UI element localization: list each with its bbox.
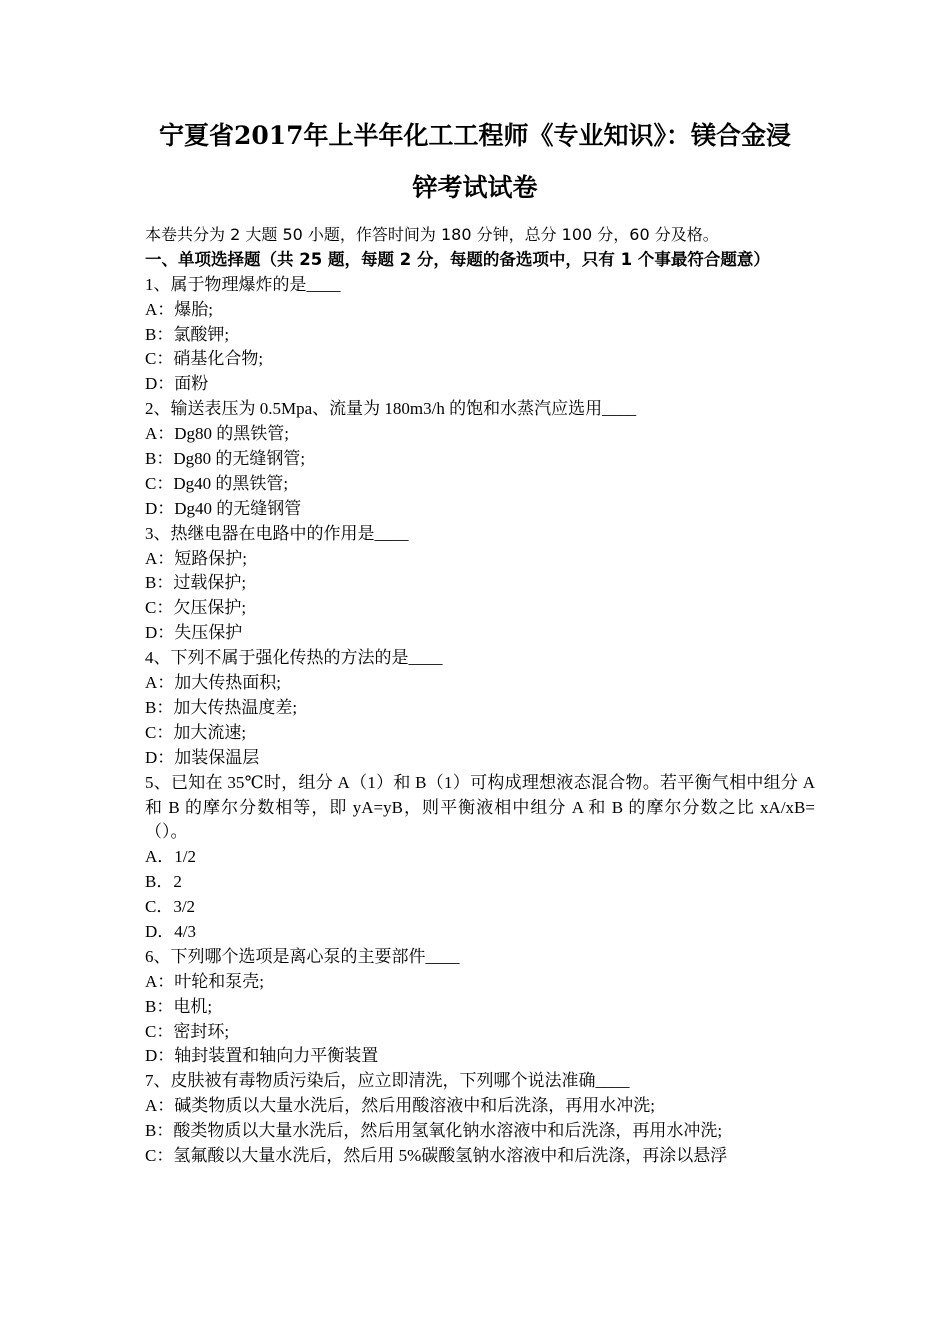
question-option: A．1/2 — [145, 847, 196, 867]
question-option: C．3/2 — [145, 897, 196, 917]
question-text: 1、属于物理爆炸的是____ — [145, 274, 341, 294]
question-option: B．2 — [145, 872, 182, 892]
question-option: A：Dg80 的黑铁管; — [145, 424, 290, 444]
question-option: C：加大流速; — [145, 722, 247, 742]
question-text: 5、已知在 35℃时，组分 A（1）和 B（1）可构成理想液态混合物。若平衡气相中组分 A 和 B 的摩尔分数相等，即 yA=yB，则平衡液相中组分 A 和 B 的摩尔分数之比 xA/xB=（）。 — [145, 772, 815, 842]
section-heading: 一、单项选择题（共 25 题，每题 2 分，每题的备选项中，只有 1 个事最符合题意） — [145, 249, 770, 269]
document-body — [145, 223, 815, 1169]
question-option: A：叶轮和泵壳; — [145, 971, 264, 991]
question-option: C：密封环; — [145, 1021, 230, 1041]
document-title-line-2: 锌考试试卷 — [412, 173, 538, 202]
question-option: C：欠压保护; — [145, 598, 247, 618]
question-option: D．4/3 — [145, 922, 196, 941]
question-text: 2、输送表压为 0.5Mpa、流量为 180m3/h 的饱和水蒸汽应选用____ — [145, 399, 637, 419]
question-option: D：轴封装置和轴向力平衡装置 — [145, 1046, 379, 1066]
question-text: 4、下列不属于强化传热的方法的是____ — [145, 648, 443, 668]
question-option: B：Dg80 的无缝钢管; — [145, 449, 306, 469]
question-option: A：碱类物质以大量水洗后，然后用酸溶液中和后洗涤，再用水冲洗; — [145, 1096, 655, 1116]
document-title-line-1: 宁夏省2017年上半年化工工程师《专业知识》：镁合金浸 — [158, 121, 792, 150]
question-option: C：硝基化合物; — [145, 349, 264, 369]
question-option: C：氢氟酸以大量水洗后，然后用 5%碳酸氢钠水溶液中和后洗涤，再涂以悬浮 — [145, 1146, 728, 1166]
question-option: D：加装保温层 — [145, 747, 260, 767]
question-option: D：Dg40 的无缝钢管 — [145, 498, 302, 518]
question-option: B：氯酸钾; — [145, 324, 230, 344]
question-option: B：电机; — [145, 996, 213, 1016]
question-option: B：过载保护; — [145, 573, 247, 593]
exam-intro: 本卷共分为 2 大题 50 小题，作答时间为 180 分钟，总分 100 分，60 分及格。 — [145, 225, 719, 244]
question-option: A：短路保护; — [145, 548, 247, 568]
question-option: D：面粉 — [145, 374, 209, 394]
question-option: A：加大传热面积; — [145, 673, 281, 693]
question-option: D：失压保护 — [145, 623, 243, 643]
question-text: 6、下列哪个选项是离心泵的主要部件____ — [145, 946, 460, 966]
question-text: 3、热继电器在电路中的作用是____ — [145, 523, 409, 543]
question-option: B：酸类物质以大量水洗后，然后用氢氧化钠水溶液中和后洗涤，再用水冲洗; — [145, 1121, 723, 1141]
question-text: 7、皮肤被有毒物质污染后，应立即清洗，下列哪个说法准确____ — [145, 1071, 630, 1091]
question-option: A：爆胎; — [145, 299, 213, 319]
question-option: B：加大传热温度差; — [145, 697, 298, 717]
question-option: C：Dg40 的黑铁管; — [145, 473, 289, 493]
